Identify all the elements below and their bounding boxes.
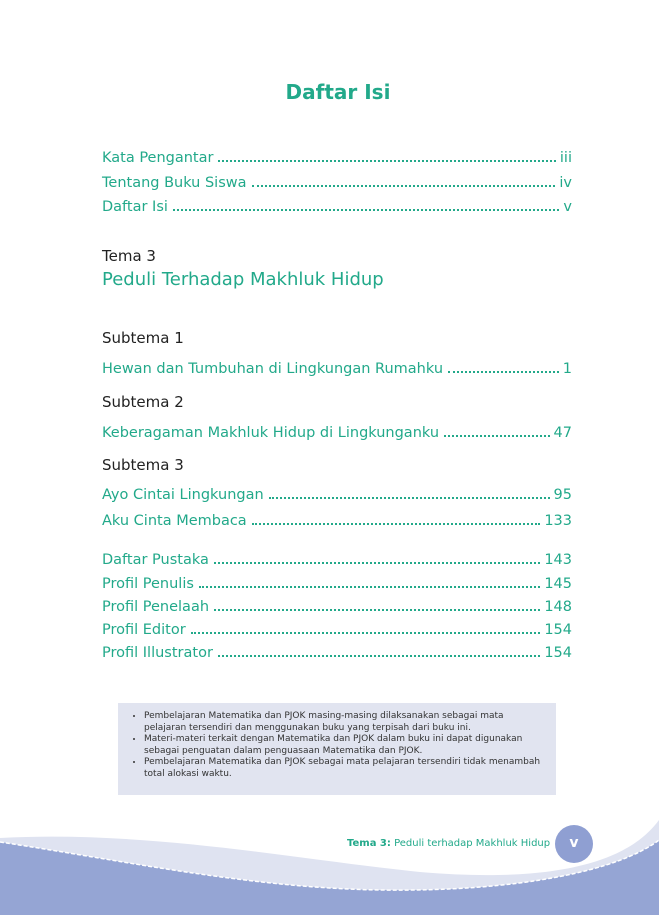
toc-label: Hewan dan Tumbuhan di Lingkungan Rumahku: [102, 361, 444, 377]
dot-leader: [444, 435, 550, 437]
dot-leader: [173, 209, 560, 211]
toc-page: 95: [553, 487, 572, 503]
toc-label: Profil Illustrator: [102, 645, 213, 661]
toc-label: Keberagaman Makhluk Hidup di Lingkunganku: [102, 425, 440, 441]
toc-page: 145: [544, 576, 572, 592]
subtema-label: Subtema 3: [102, 456, 184, 474]
toc-entry[interactable]: [102, 487, 572, 503]
footer-tema-label: Tema 3:: [347, 838, 391, 849]
footer-tema-title: Peduli terhadap Makhluk Hidup: [394, 838, 551, 849]
toc-label: Profil Editor: [102, 622, 186, 638]
dot-leader: [214, 609, 540, 611]
dot-leader: [199, 586, 540, 588]
toc-label: Kata Pengantar: [102, 150, 214, 166]
toc-label: Tentang Buku Siswa: [102, 175, 247, 191]
toc-page: 143: [544, 552, 572, 568]
dot-leader: [218, 160, 555, 162]
note-item: • Pembelajaran Matematika dan PJOK sebagai mata pelajaran tersendiri tidak menambah total alokasi waktu.: [144, 757, 546, 780]
toc-page: iii: [559, 150, 572, 166]
page-number-badge: v: [555, 825, 593, 863]
toc-label: Daftar Isi: [102, 199, 168, 215]
footer-running-title: [347, 838, 550, 849]
dot-leader: [214, 562, 540, 564]
note-box: [118, 703, 556, 795]
toc-entry[interactable]: [102, 199, 572, 215]
toc-entry[interactable]: [102, 552, 572, 568]
toc-page: 1: [562, 361, 572, 377]
toc-page: 154: [544, 622, 572, 638]
toc-entry[interactable]: [102, 175, 572, 191]
dot-leader: [448, 371, 559, 373]
toc-entry[interactable]: [102, 425, 572, 441]
note-item: • Pembelajaran Matematika dan PJOK masing-masing dilaksanakan sebagai mata pelajaran tersendiri dan menggunakan buku yang terpisah dari buku ini.: [144, 711, 546, 734]
toc-page: 154: [544, 645, 572, 661]
toc-label: Aku Cinta Membaca: [102, 513, 247, 529]
toc-page: 133: [544, 513, 572, 529]
dot-leader: [252, 523, 541, 525]
toc-page: 148: [544, 599, 572, 615]
toc-entry[interactable]: [102, 622, 572, 638]
tema-label: Tema 3: [102, 247, 156, 265]
toc-page: 47: [553, 425, 572, 441]
toc-label: Profil Penulis: [102, 576, 194, 592]
dot-leader: [191, 632, 541, 634]
toc-entry[interactable]: [102, 150, 572, 166]
subtema-label: Subtema 1: [102, 329, 184, 347]
toc-page: v: [563, 199, 572, 215]
toc-page: iv: [559, 175, 572, 191]
tema-title: Peduli Terhadap Makhluk Hidup: [102, 269, 384, 290]
note-item: • Materi-materi terkait dengan Matematika dan PJOK dalam buku ini dapat digunakan sebagai penguatan dalam penguasaan Matematika dan PJOK.: [144, 734, 546, 757]
page-title: Daftar Isi: [285, 80, 391, 104]
toc-entry[interactable]: [102, 645, 572, 661]
toc-entry[interactable]: [102, 599, 572, 615]
toc-entry[interactable]: [102, 513, 572, 529]
dot-leader: [252, 185, 556, 187]
subtema-label: Subtema 2: [102, 393, 184, 411]
toc-label: Ayo Cintai Lingkungan: [102, 487, 264, 503]
dot-leader: [269, 497, 550, 499]
toc-entry[interactable]: [102, 576, 572, 592]
toc-entry[interactable]: [102, 361, 572, 377]
dot-leader: [218, 655, 540, 657]
toc-label: Profil Penelaah: [102, 599, 210, 615]
toc-label: Daftar Pustaka: [102, 552, 209, 568]
